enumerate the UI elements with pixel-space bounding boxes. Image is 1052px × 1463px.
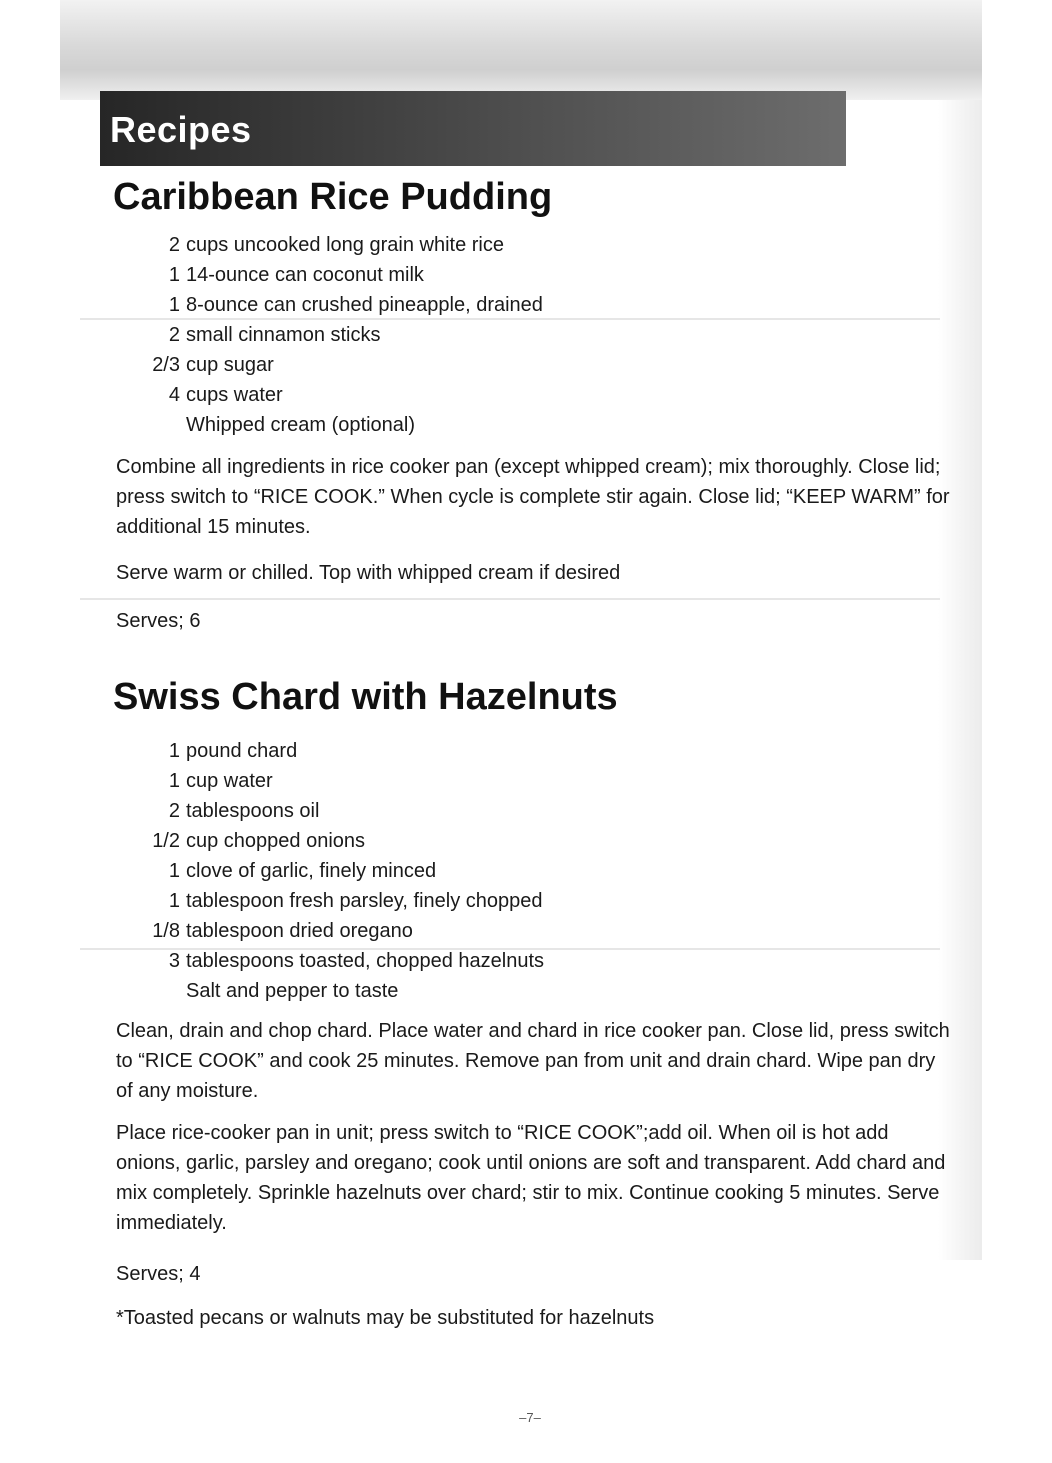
- ingredient-text: 14-ounce can coconut milk: [186, 264, 424, 286]
- ingredient-text: Salt and pepper to taste: [186, 980, 399, 1002]
- ingredient-line: [100, 856, 700, 886]
- ingredient-line: [100, 380, 700, 410]
- serves-text: Serves; 4: [116, 1263, 201, 1285]
- ingredient-text: clove of garlic, finely minced: [186, 860, 437, 882]
- directions-paragraph: Combine all ingredients in rice cooker pan (except whipped cream); mix thoroughly. Close lid; press switch to “RICE COOK.” When cycle is complete stir again. Close lid; “KEEP WARM” for additional 15 minutes.: [116, 456, 950, 538]
- ingredient-text: cup chopped onions: [186, 830, 366, 852]
- ingredient-list-swiss-chard: [100, 736, 700, 1006]
- ingredient-list-rice-pudding: [100, 230, 700, 440]
- ingredient-text: cup water: [186, 770, 273, 792]
- directions-paragraph: Place rice-cooker pan in unit; press switch to “RICE COOK”;add oil. When oil is hot add onions, garlic, parsley and oregano; cook until onions are soft and transparent. Add chard and mix completely. Sprinkle hazelnuts over chard; stir to mix. Continue cooking 5 minutes. Serve immediately.: [116, 1122, 946, 1234]
- ingredient-line: [100, 796, 700, 826]
- ingredient-line: [100, 736, 700, 766]
- ingredient-quantity: 1: [168, 740, 180, 762]
- ingredient-quantity: 2: [168, 234, 180, 256]
- ingredient-line: [100, 320, 700, 350]
- ingredient-quantity: 2/3: [152, 354, 180, 376]
- ingredient-line: [100, 946, 700, 976]
- ingredient-text: 8-ounce can crushed pineapple, drained: [186, 294, 543, 316]
- bleed-through-rule: [80, 598, 940, 600]
- ingredient-text: cups uncooked long grain white rice: [186, 234, 504, 256]
- ingredient-text: cups water: [186, 384, 283, 406]
- ingredient-quantity: 1: [168, 294, 180, 316]
- serves-text: Serves; 6: [116, 610, 201, 632]
- ingredient-line: [100, 350, 700, 380]
- directions-paragraph: Clean, drain and chop chard. Place water and chard in rice cooker pan. Close lid, press switch to “RICE COOK” and cook 25 minutes. Remove pan from unit and drain chard. Wipe pan dry of any moisture.: [116, 1020, 950, 1102]
- ingredient-quantity: 3: [168, 950, 180, 972]
- ingredient-line: [100, 976, 700, 1006]
- ingredient-line: [100, 260, 700, 290]
- ingredient-text: pound chard: [186, 740, 298, 762]
- ingredient-quantity: 1: [168, 264, 180, 286]
- ingredient-line: [100, 916, 700, 946]
- ingredient-text: cup sugar: [186, 354, 274, 376]
- ingredient-text: tablespoons toasted, chopped hazelnuts: [186, 950, 545, 972]
- ingredient-line: [100, 410, 700, 440]
- footnote: *Toasted pecans or walnuts may be substituted for hazelnuts: [116, 1307, 655, 1329]
- ingredient-quantity: 1/2: [152, 830, 180, 852]
- bleed-through-header-band: [60, 0, 982, 100]
- ingredient-quantity: 1/8: [152, 920, 180, 942]
- ingredient-quantity: 4: [168, 384, 180, 406]
- ingredient-text: tablespoon dried oregano: [186, 920, 413, 942]
- recipe-title-caribbean-rice-pudding: Caribbean Rice Pudding: [113, 176, 553, 218]
- ingredient-quantity: 2: [168, 800, 180, 822]
- ingredient-line: [100, 766, 700, 796]
- ingredient-quantity: 1: [168, 770, 180, 792]
- page-number: –7–: [519, 1410, 541, 1425]
- ingredient-line: [100, 290, 700, 320]
- directions-paragraph: Serve warm or chilled. Top with whipped cream if desired: [116, 562, 621, 584]
- ingredient-text: tablespoons oil: [186, 800, 320, 822]
- ingredient-line: [100, 826, 700, 856]
- ingredient-line: [100, 230, 700, 260]
- ingredient-quantity: 2: [168, 324, 180, 346]
- ingredient-text: small cinnamon sticks: [186, 324, 381, 346]
- section-title: Recipes: [110, 109, 252, 150]
- ingredient-line: [100, 886, 700, 916]
- recipe-title-swiss-chard: Swiss Chard with Hazelnuts: [113, 676, 618, 718]
- ingredient-text: tablespoon fresh parsley, finely chopped: [186, 890, 543, 912]
- ingredient-quantity: 1: [168, 890, 180, 912]
- ingredient-text: Whipped cream (optional): [186, 414, 415, 436]
- ingredient-quantity: 1: [168, 860, 180, 882]
